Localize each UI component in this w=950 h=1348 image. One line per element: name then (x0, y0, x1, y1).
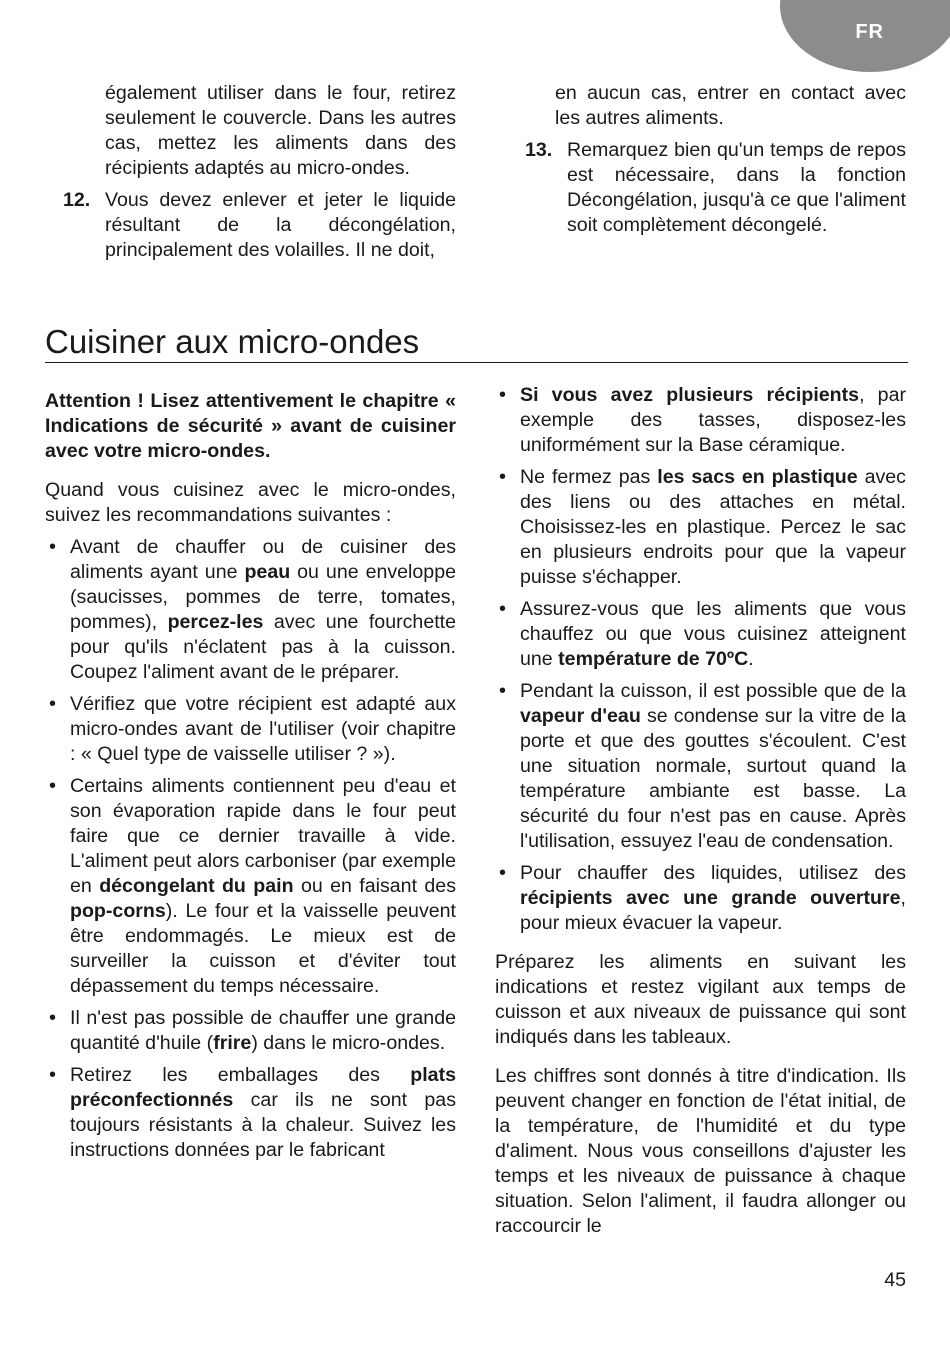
safety-warning: Attention ! Lisez attentivement le chapitre « Indications de sécurité » avant de cuisiner avec votre micro-ondes. (45, 390, 456, 462)
section-title: Cuisiner aux micro-ondes (45, 322, 908, 363)
item-number: 13. (525, 139, 553, 161)
right-column (495, 383, 906, 1239)
left-column (45, 389, 456, 1170)
recommendations-list-continued (495, 383, 906, 936)
language-label: FR (855, 21, 884, 43)
list-item: • Certains aliments contiennent peu d'eau et son évaporation rapide dans le four peut faire que ce dernier travaille à vide. L'aliment peut alors carboniser (par exemple en décongelant du pain ou en faisant des pop-corns). Le four et la vaisselle peuvent être endommagés. Le mieux est de surveiller la cuisson et d'éviter tout dépassement du temps nécessaire. (45, 774, 456, 999)
continued-paragraph: également utiliser dans le four, retirez seulement le couvercle. Dans les autres cas, mettez les aliments dans des récipients adaptés au micro-ondes. (105, 82, 456, 179)
list-item: • Pour chauffer des liquides, utilisez des récipients avec une grande ouverture, pour mieux évacuer la vapeur. (495, 861, 906, 936)
numbered-item-13 (495, 138, 906, 238)
list-item: • Assurez-vous que les aliments que vous chauffez ou que vous cuisinez atteignent une température de 70ºC. (495, 597, 906, 672)
list-item: • Vérifiez que votre récipient est adapté aux micro-ondes avant de l'utiliser (voir chapitre : « Quel type de vaisselle utiliser ? »). (45, 692, 456, 767)
item-text: Remarquez bien qu'un temps de repos est nécessaire, dans la fonction Décongélation, jusqu'à ce que l'aliment soit complètement décongelé. (567, 139, 906, 236)
list-item: • Il n'est pas possible de chauffer une grande quantité d'huile (frire) dans le micro-ondes. (45, 1006, 456, 1056)
top-right-column (495, 81, 906, 238)
recommendations-list (45, 535, 456, 1163)
page-number: 45 (884, 1269, 906, 1291)
intro-paragraph: Quand vous cuisinez avec le micro-ondes, suivez les recommandations suivantes : (45, 479, 456, 526)
list-item: • Avant de chauffer ou de cuisiner des aliments ayant une peau ou une enveloppe (saucisses, pommes de terre, tomates, pommes), percez-les avec une fourchette pour qu'ils n'éclatent pas à la cuisson. Coupez l'aliment avant de le préparer. (45, 535, 456, 685)
body-paragraph: Préparez les aliments en suivant les indications et restez vigilant aux temps de cuisson et aux niveaux de puissance qui sont indiqués dans les tableaux. (495, 951, 906, 1048)
item-text: Vous devez enlever et jeter le liquide résultant de la décongélation, principalement des volailles. Il ne doit, (105, 189, 456, 261)
continued-paragraph: en aucun cas, entrer en contact avec les autres aliments. (555, 82, 906, 129)
body-paragraph: Les chiffres sont donnés à titre d'indication. Ils peuvent changer en fonction de l'état initial, de la température, de l'humidité et du type d'aliment. Nous vous conseillons d'ajuster les temps et les niveaux de puissance à chaque situation. Selon l'aliment, il faudra allonger ou raccourcir le (495, 1065, 906, 1237)
list-item: • Retirez les emballages des plats préconfectionnés car ils ne sont pas toujours résistants à la chaleur. Suivez les instructions données par le fabricant (45, 1063, 456, 1163)
item-number: 12. (63, 189, 91, 211)
list-item: • Si vous avez plusieurs récipients, par exemple des tasses, disposez-les uniformément sur la Base céramique. (495, 383, 906, 458)
list-item: • Pendant la cuisson, il est possible que de la vapeur d'eau se condense sur la vitre de la porte et que des gouttes s'écoulent. C'est une situation normale, surtout quand la température ambiante est basse. La sécurité du four n'est pas en cause. Après l'utilisation, essuyez l'eau de condensation. (495, 679, 906, 854)
top-left-column (45, 81, 456, 263)
numbered-item-12 (45, 188, 456, 263)
list-item: • Ne fermez pas les sacs en plastique avec des liens ou des attaches en métal. Choisissez-les en plastique. Percez le sac en plusieurs endroits pour que la vapeur puisse s'échapper. (495, 465, 906, 590)
